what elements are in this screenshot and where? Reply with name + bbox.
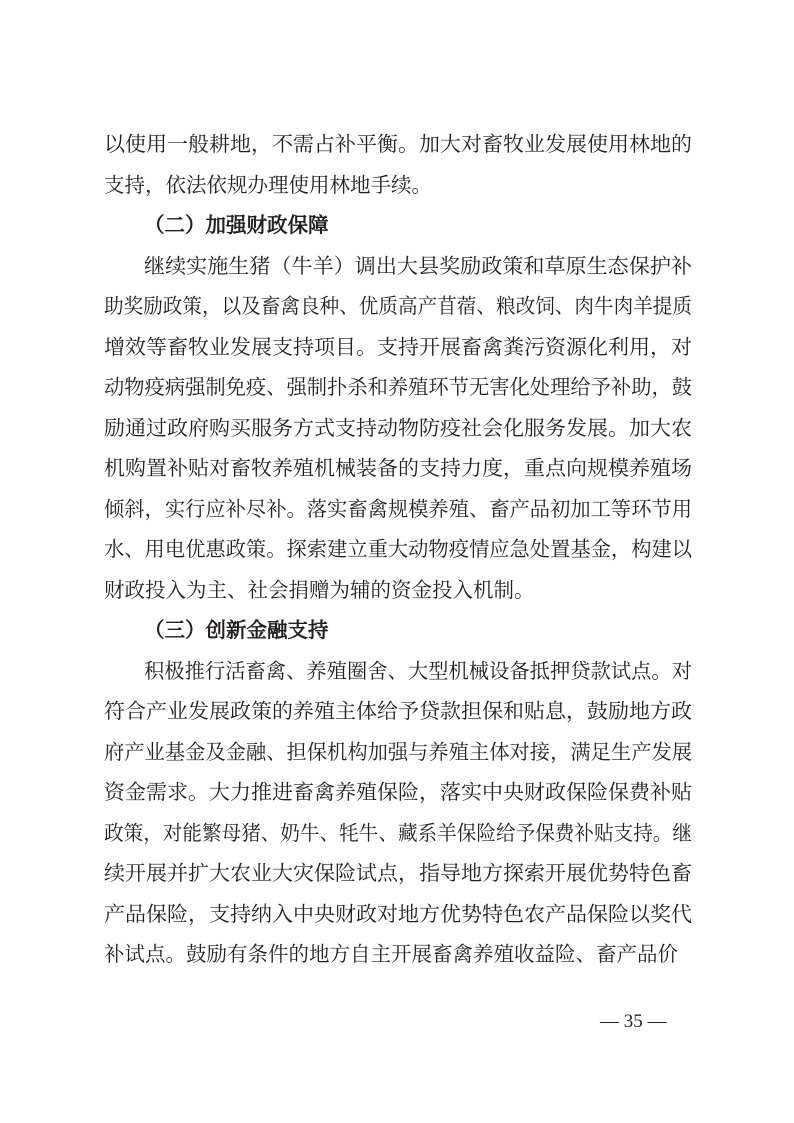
line-text: 继续实施生猪（牛羊）调出大县奖励政策和草原生态保护补	[144, 253, 692, 278]
text-line-5	[0, 286, 794, 326]
text-line-21	[0, 934, 794, 974]
line-text: 府产业基金及金融、担保机构加强与养殖主体对接，满足生产发展	[104, 739, 693, 764]
text-line-19	[0, 853, 794, 893]
text-line-2	[0, 165, 794, 205]
text-line-10	[0, 489, 794, 529]
text-line-20	[0, 894, 794, 934]
line-text: 动物疫病强制免疫、强制扑杀和养殖环节无害化处理给予补助，鼓	[104, 375, 693, 399]
line-text: 符合产业发展政策的养殖主体给予贷款担保和贴息，鼓励地方政	[104, 699, 693, 723]
section-heading-3	[0, 610, 794, 650]
line-text: 助奖励政策，以及畜禽良种、优质高产苜蓿、粮改饲、肉牛肉羊提质	[104, 294, 693, 318]
line-text: 产品保险，支持纳入中央财政对地方优势特色农产品保险以奖代	[104, 901, 693, 926]
text-line-18	[0, 813, 794, 853]
line-text: 水、用电优惠政策。探索建立重大动物疫情应急处置基金，构建以	[104, 537, 693, 561]
text-line-4	[0, 246, 794, 286]
text-line-14	[0, 651, 794, 691]
text-line-1	[0, 124, 794, 164]
section-heading-text: （二）加强财政保障	[144, 213, 329, 237]
line-text: 以使用一般耕地，不需占补平衡。加大对畜牧业发展使用林地的	[104, 132, 693, 156]
text-line-8	[0, 408, 794, 448]
text-line-16	[0, 732, 794, 772]
text-line-17	[0, 772, 794, 812]
line-text: 支持，依法依规办理使用林地手续。	[104, 172, 432, 197]
line-text: 倾斜，实行应补尽补。落实畜禽规模养殖、畜产品初加工等环节用	[104, 496, 693, 521]
line-text: 财政投入为主、社会捐赠为辅的资金投入机制。	[104, 577, 535, 602]
text-line-6	[0, 327, 794, 367]
line-text: 政策，对能繁母猪、奶牛、牦牛、藏系羊保险给予保费补贴支持。继	[104, 820, 693, 845]
line-text: 励通过政府购买服务方式支持动物防疫社会化服务发展。加大农	[104, 415, 693, 440]
text-line-9	[0, 448, 794, 488]
line-text: 增效等畜牧业发展支持项目。支持开展畜禽粪污资源化利用，对	[104, 334, 693, 359]
line-text: 资金需求。大力推进畜禽养殖保险，落实中央财政保险保费补贴	[104, 780, 693, 804]
page-number: — 35 —	[600, 1011, 667, 1032]
line-text: 机购置补贴对畜牧养殖机械装备的支持力度，重点向规模养殖场	[104, 456, 693, 480]
line-text: 续开展并扩大农业大灾保险试点，指导地方探索开展优势特色畜	[104, 861, 693, 885]
line-text: 补试点。鼓励有条件的地方自主开展畜禽养殖收益险、畜产品价	[104, 942, 678, 966]
text-line-7	[0, 367, 794, 407]
text-line-12	[0, 570, 794, 610]
line-text: 积极推行活畜禽、养殖圈舍、大型机械设备抵押贷款试点。对	[144, 658, 693, 683]
section-heading-2	[0, 205, 794, 245]
section-heading-text: （三）创新金融支持	[144, 618, 329, 642]
text-line-15	[0, 691, 794, 731]
text-line-11	[0, 529, 794, 569]
